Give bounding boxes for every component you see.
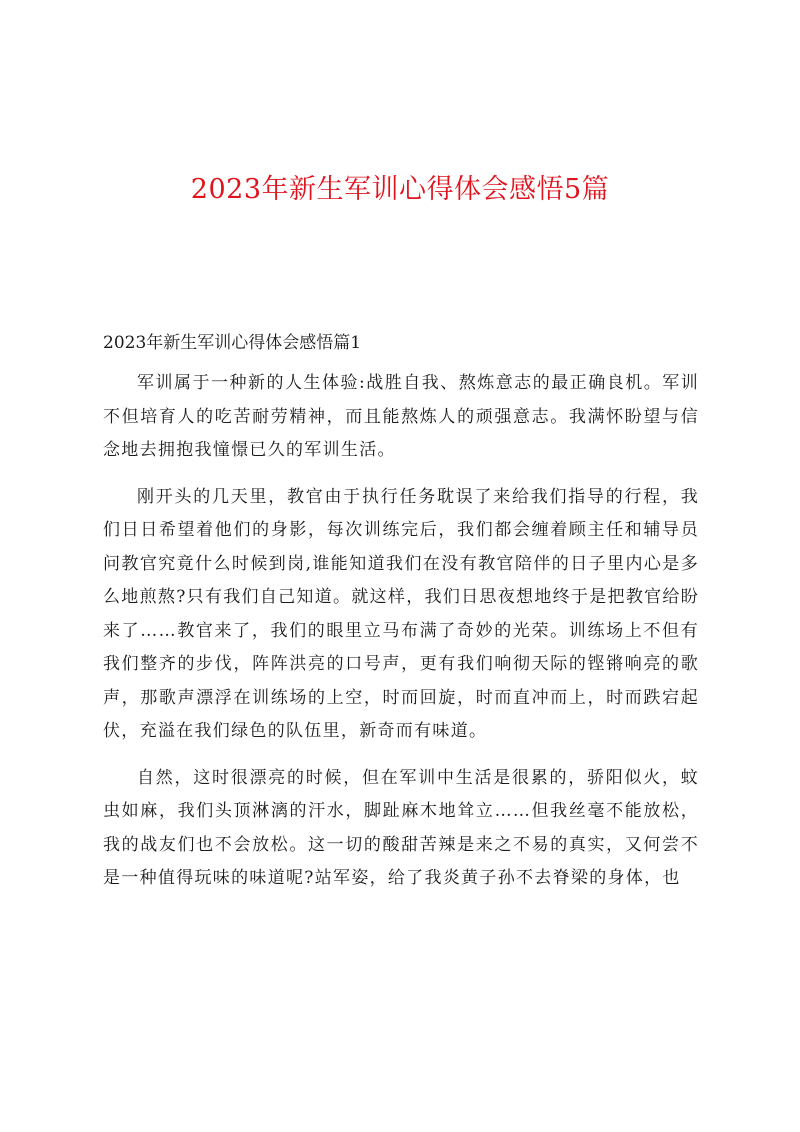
section-heading: 2023年新生军训心得体会感悟篇1 — [103, 333, 362, 353]
document-body — [103, 367, 699, 909]
paragraph-2: 刚开头的几天里，教官由于执行任务耽误了来给我们指导的行程，我们日日希望着他们的身影，每次训练完后，我们都会缠着顾主任和辅导员问教官究竟什么时候到岗,谁能知道我们在没有教官陪伴的日子里内心是多么地煎熬?只有我们自己知道。就这样，我们日思夜想地终于是把教官给盼来了……教官来了，我们的眼里立马布满了奇妙的光荣。训练场上不但有我们整齐的步伐，阵阵洪亮的口号声，更有我们响彻天际的铿锵响亮的歌声，那歌声漂浮在训练场的上空，时而回旋，时而直冲而上，时而跌宕起伏，充溢在我们绿色的队伍里，新奇而有味道。 — [103, 486, 700, 741]
paragraph-1: 军训属于一种新的人生体验:战胜自我、熬炼意志的最正确良机。军训不但培育人的吃苦耐劳精神，而且能熬炼人的顽强意志。我满怀盼望与信念地去拥抱我憧憬已久的军训生活。 — [103, 373, 699, 460]
document-title: 2023年新生军训心得体会感悟5篇 — [190, 174, 610, 205]
paragraph-3: 自然，这时很漂亮的时候，但在军训中生活是很累的，骄阳似火，蚊虫如麻，我们头顶淋漓的汗水，脚趾麻木地耸立……但我丝毫不能放松，我的战友们也不会放松。这一切的酸甜苦辣是来之不易的真实，又何尝不是一种值得玩味的味道呢?站军姿，给了我炎黄子孙不去脊梁的身体，也 — [103, 767, 699, 888]
